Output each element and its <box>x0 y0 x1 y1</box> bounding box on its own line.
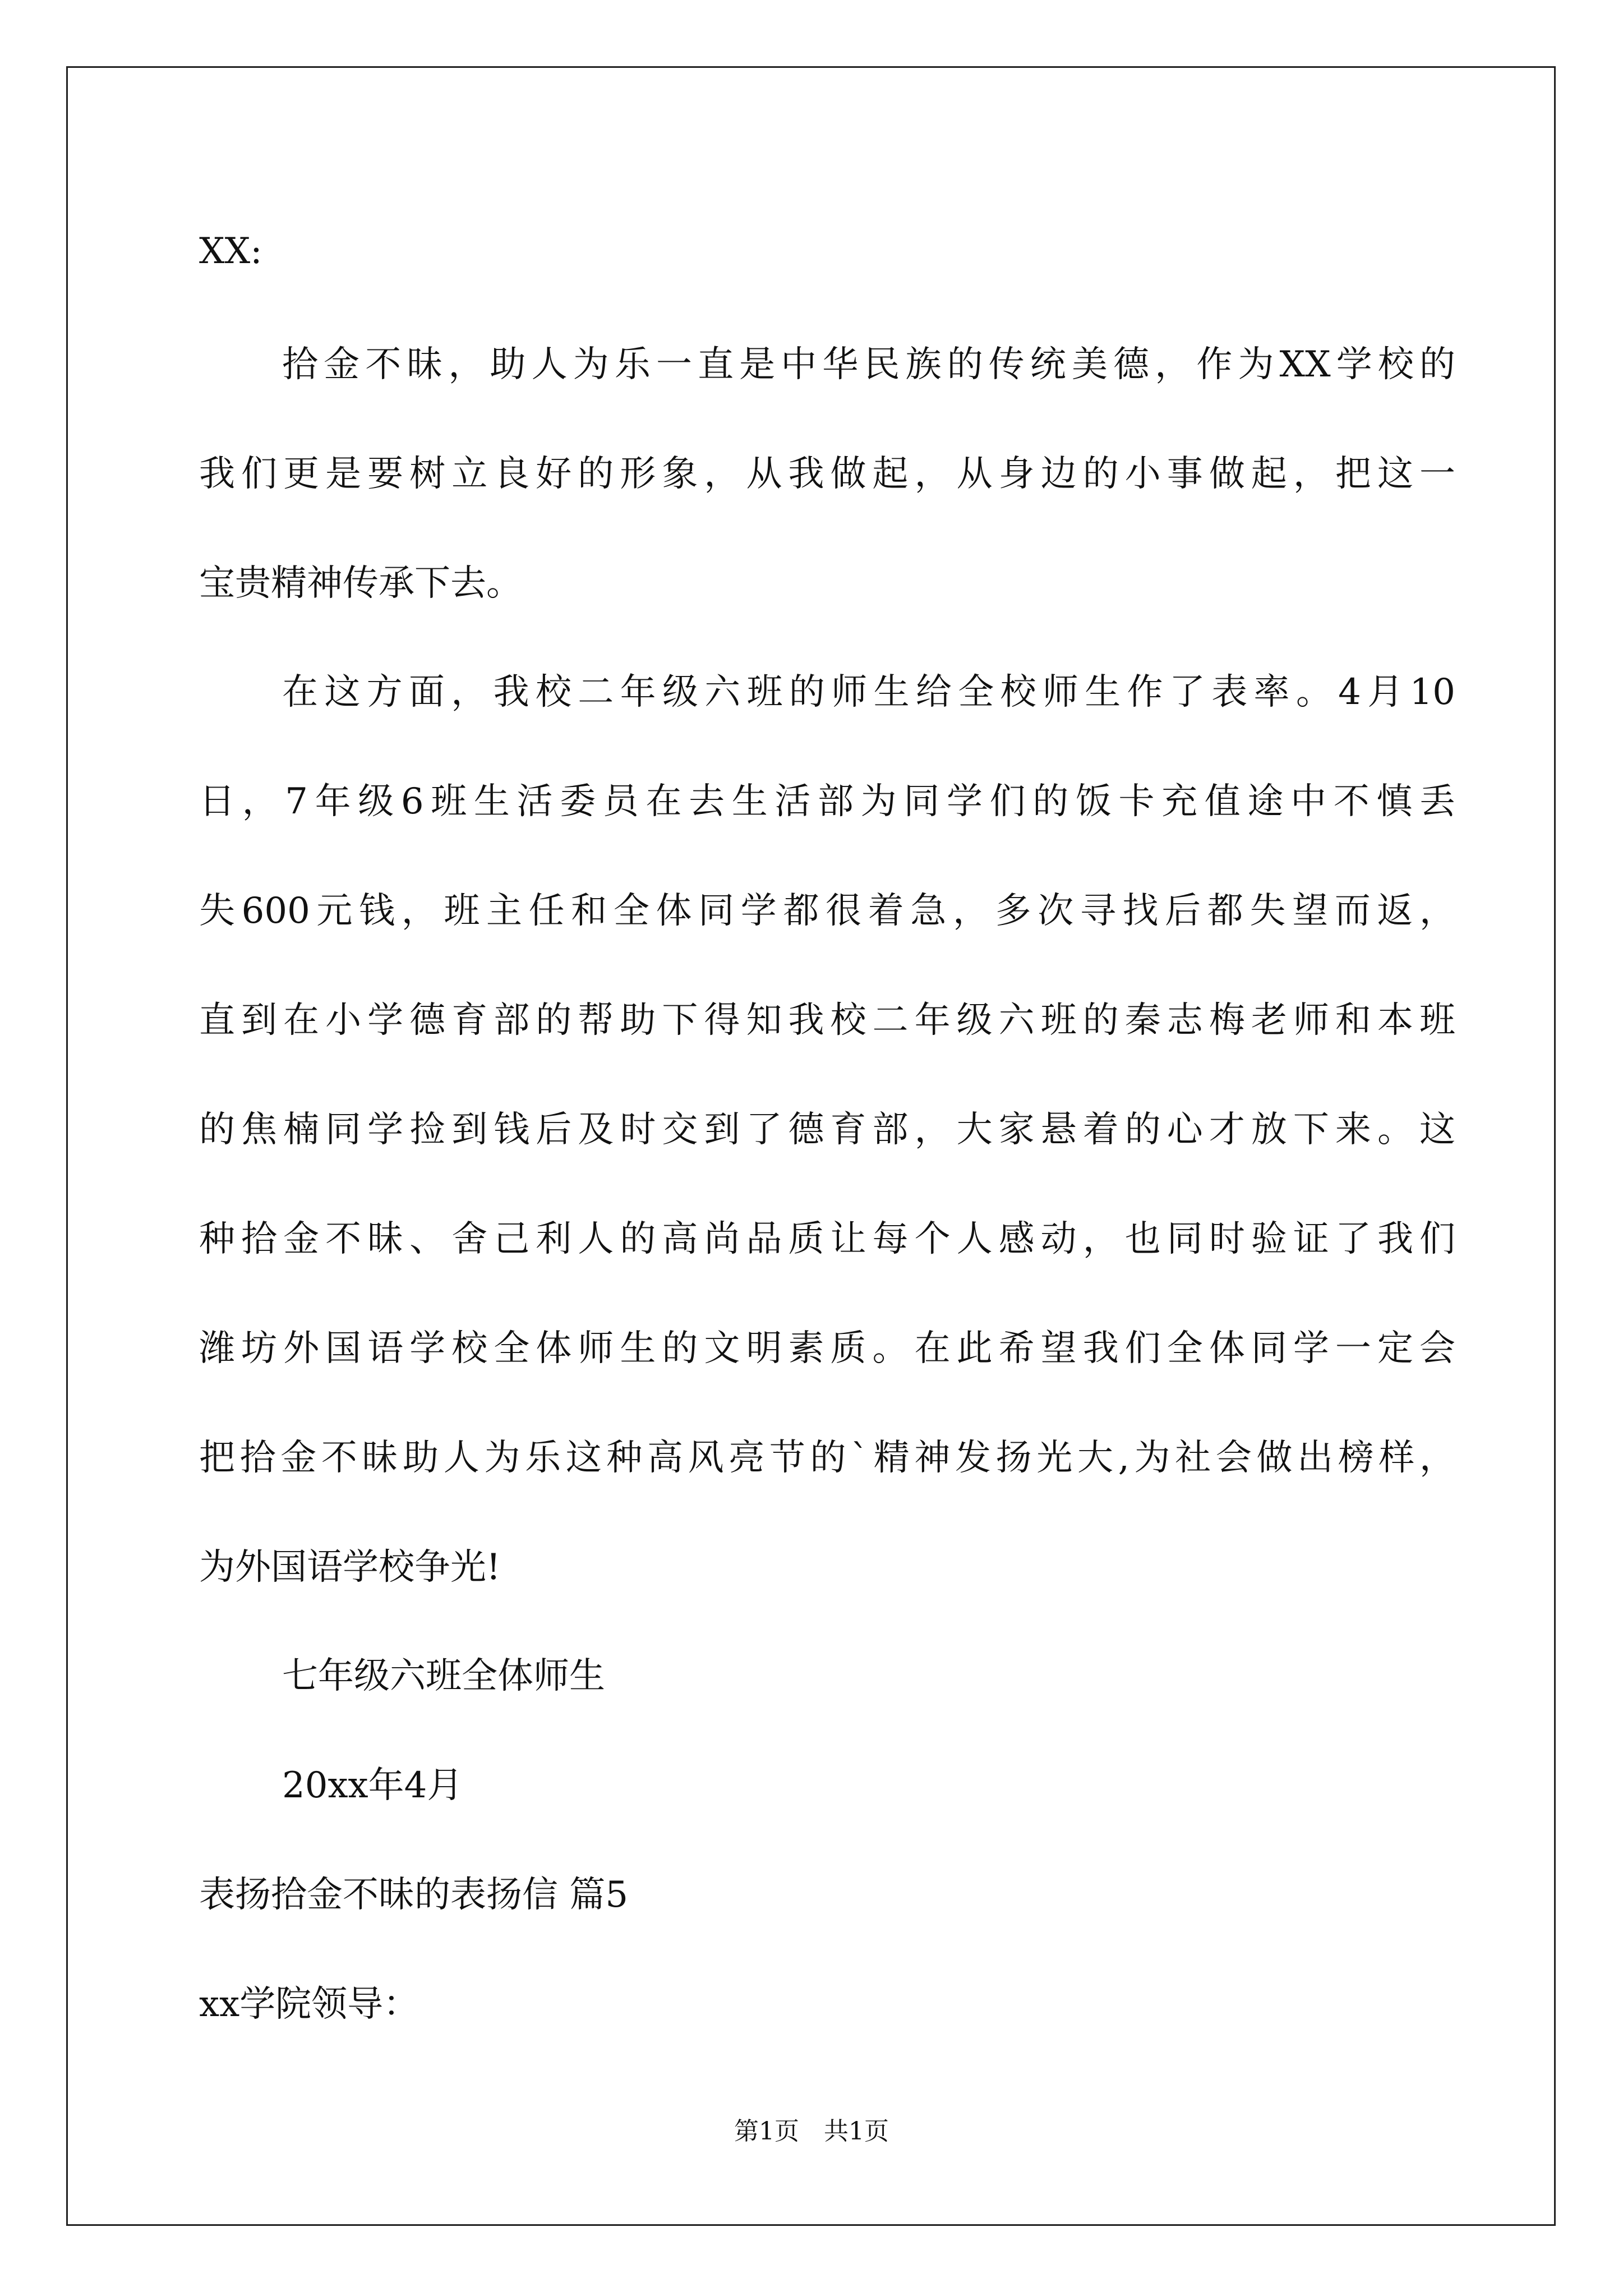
paragraph-1-line-3: 宝贵精神传承下去。 <box>199 563 522 604</box>
paragraph-1-line-2: 我们更是要树立良好的形象，从我做起，从身边的小事做起，把这一 <box>199 453 1455 495</box>
salutation: XX: <box>199 231 262 272</box>
paragraph-2-line-1: 在这方面，我校二年级六班的师生给全校师生作了表率。4月10 <box>282 671 1455 713</box>
paragraph-2-line-9: 为外国语学校争光! <box>199 1547 501 1588</box>
section-title: 表扬拾金不昧的表扬信 篇5 <box>199 1874 629 1916</box>
paragraph-2-line-6: 种拾金不昧、舍己利人的高尚品质让每个人感动，也同时验证了我们 <box>199 1218 1455 1260</box>
paragraph-2-line-8: 把拾金不昧助人为乐这种高风亮节的`精神发扬光大,为社会做出榜样， <box>199 1437 1455 1479</box>
date: 20xx年4月 <box>282 1765 463 1806</box>
paragraph-2-line-5: 的焦楠同学捡到钱后及时交到了德育部，大家悬着的心才放下来。这 <box>199 1109 1455 1151</box>
paragraph-2-line-3: 失600元钱，班主任和全体同学都很着急，多次寻找后都失望而返， <box>199 890 1455 932</box>
paragraph-2-line-4: 直到在小学德育部的帮助下得知我校二年级六班的秦志梅老师和本班 <box>199 1000 1455 1041</box>
paragraph-1-line-1: 拾金不昧，助人为乐一直是中华民族的传统美德，作为XX学校的 <box>282 344 1455 385</box>
next-salutation: xx学院领导： <box>199 1984 419 2025</box>
paragraph-2-line-7: 潍坊外国语学校全体师生的文明素质。在此希望我们全体同学一定会 <box>199 1328 1455 1369</box>
paragraph-2-line-2: 日，7年级6班生活委员在去生活部为同学们的饭卡充值途中不慎丢 <box>199 781 1455 822</box>
page-footer: 第1页 共1页 <box>734 2117 889 2146</box>
signature: 七年级六班全体师生 <box>282 1655 605 1697</box>
